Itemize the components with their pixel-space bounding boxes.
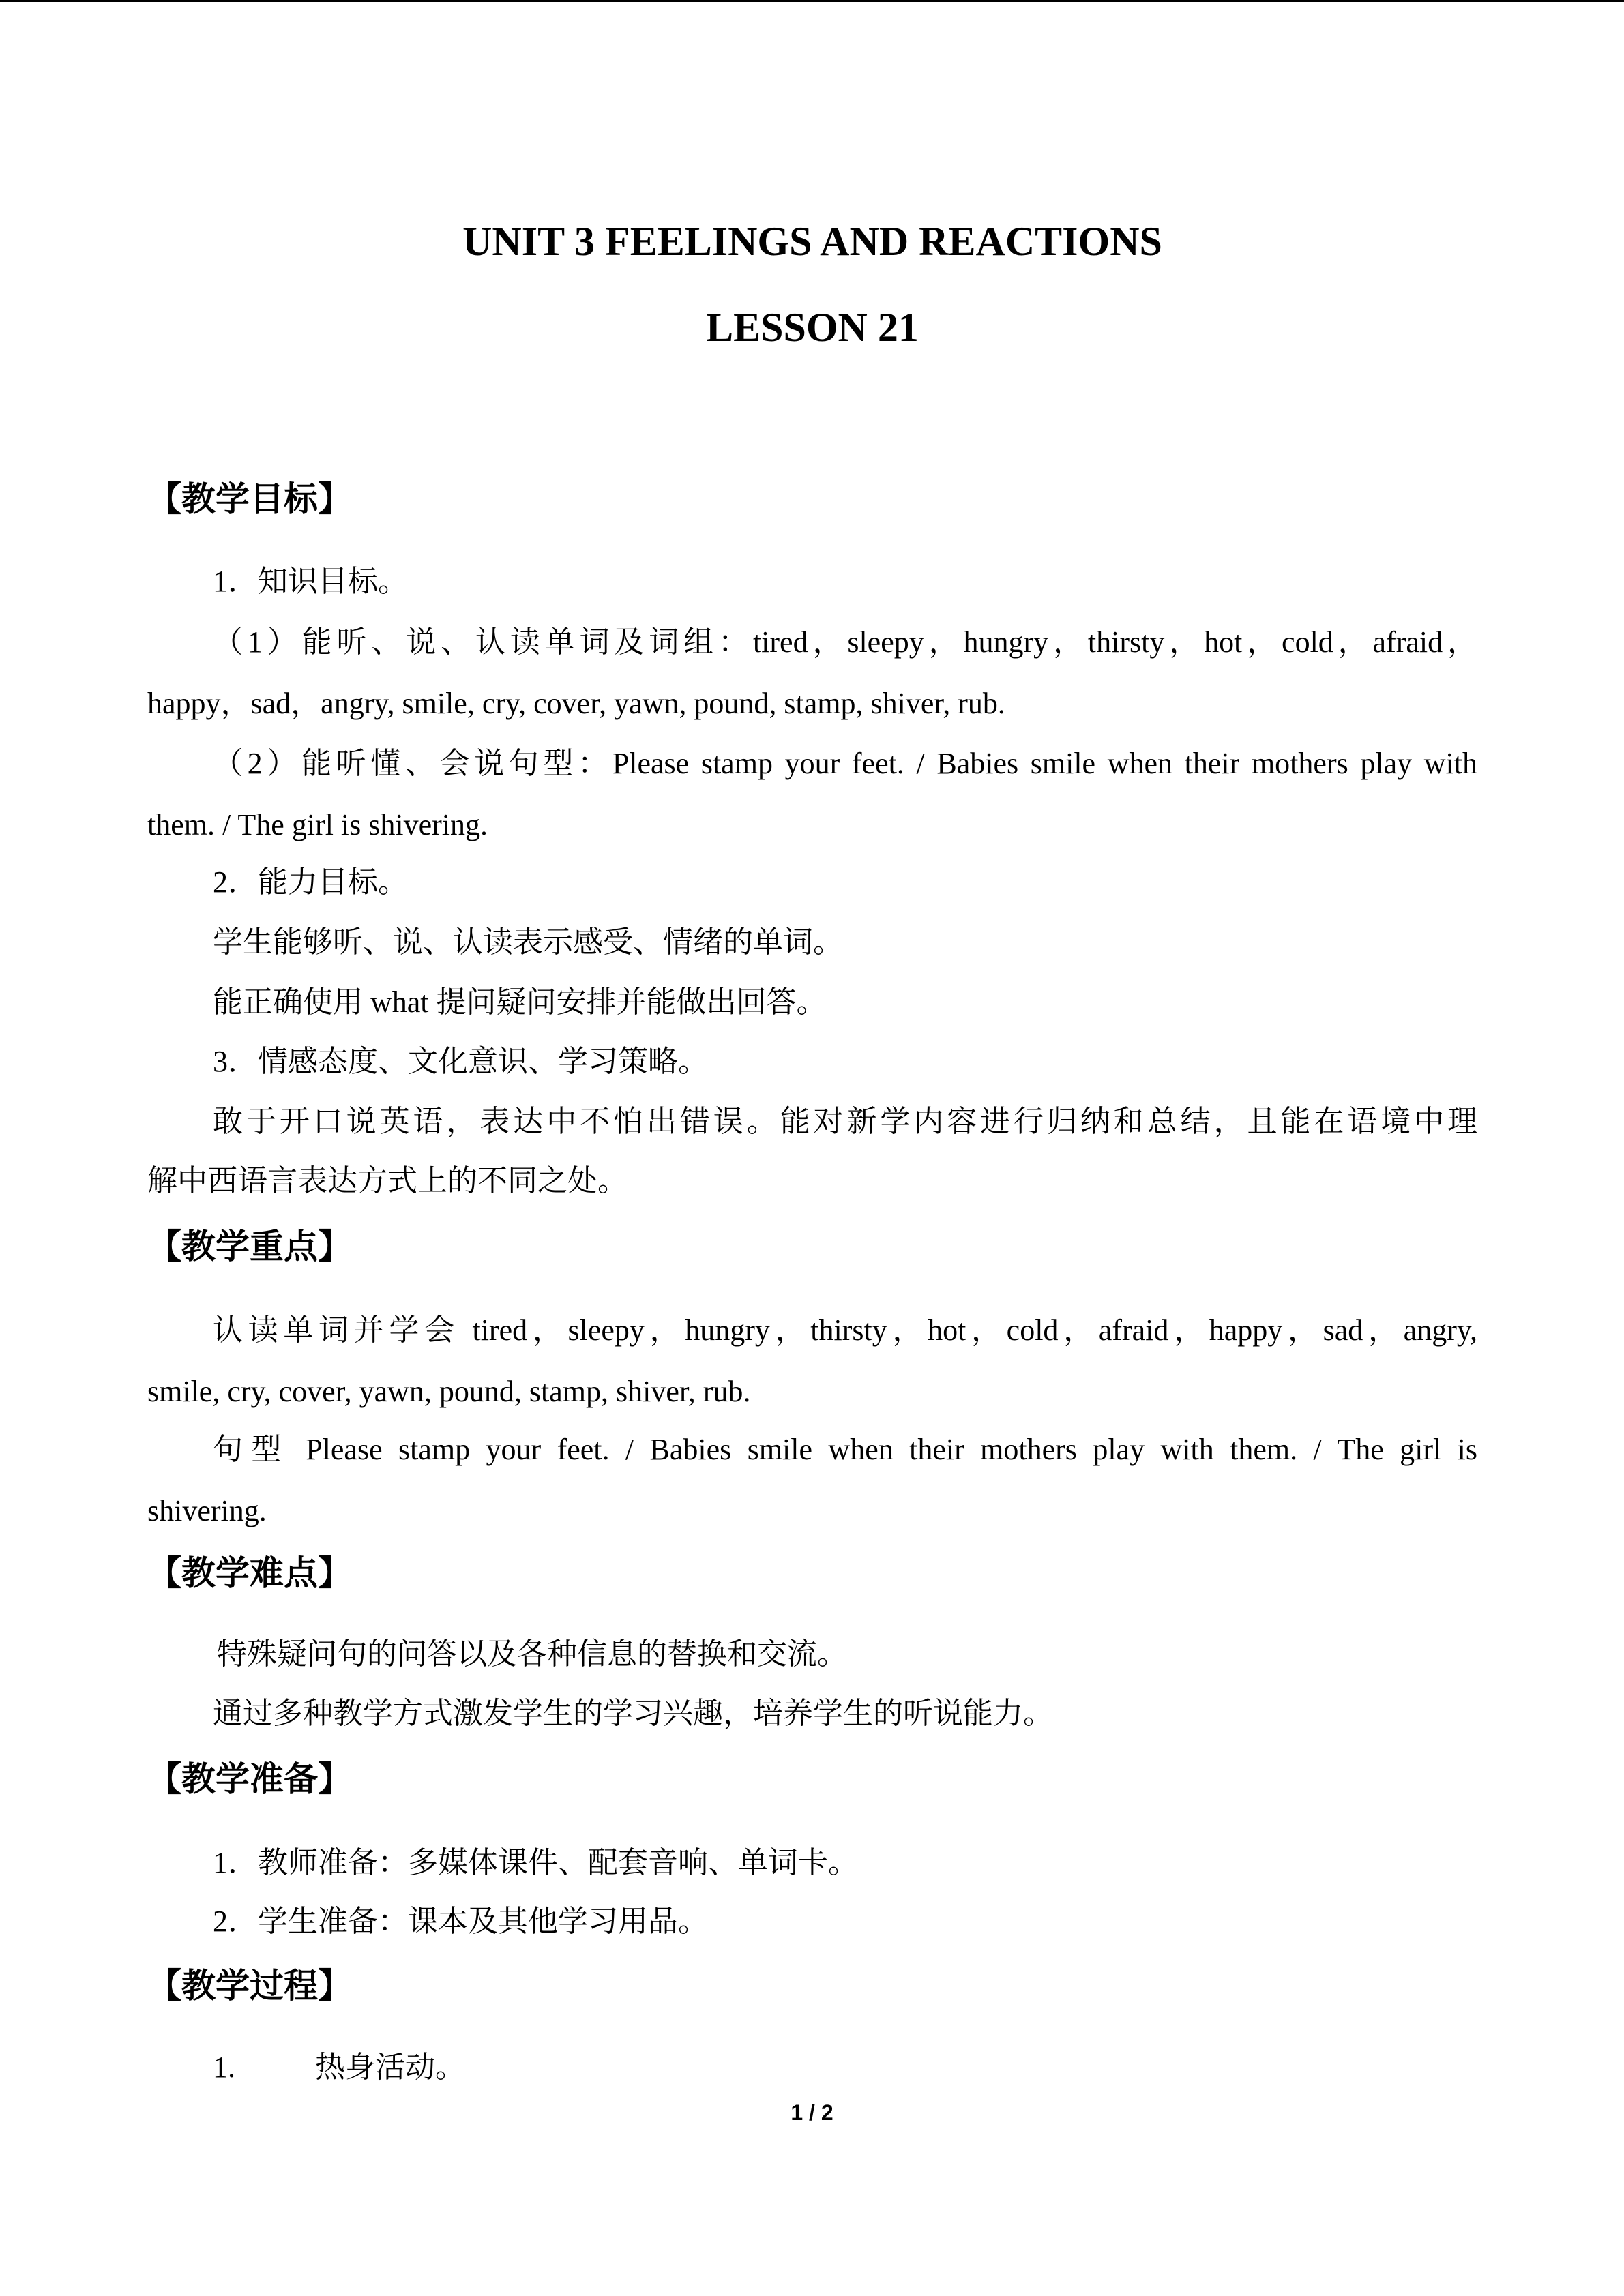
objective-knowledge-words: （1）能听、说、认读单词及词组：tired，sleepy，hungry，thirsty，hot，cold，afraid， — [213, 625, 1477, 659]
objective-ability-line1: 学生能够听、说、认读表示感受、情绪的单词。 — [213, 925, 843, 959]
objective-knowledge-words-cont: happy，sad，angry, smile, cry, cover, yawn, pound, stamp, shiver, rub. — [147, 687, 1005, 720]
process-step-1 — [213, 2047, 465, 2088]
objective-knowledge-sentences: （2）能听懂、会说句型：Please stamp your feet. / Babies smile when their mothers play with — [213, 747, 1477, 780]
key-points-words-cont: smile, cry, cover, yawn, pound, stamp, shiver, rub. — [147, 1375, 751, 1408]
objective-attitude-line1: 敢于开口说英语，表达中不怕出错误。能对新学内容进行归纳和总结，且能在语境中理 — [213, 1105, 1477, 1138]
document-page — [147, 0, 1477, 2296]
key-points-sentences-cont: shivering. — [147, 1494, 267, 1527]
lesson-title: LESSON 21 — [706, 305, 919, 350]
preparation-teacher: 1．教师准备：多媒体课件、配套音响、单词卡。 — [213, 1846, 858, 1879]
key-points-heading: 【教学重点】 — [147, 1227, 352, 1266]
difficulties-heading: 【教学难点】 — [147, 1553, 352, 1593]
objective-attitude-line1-cont: 解中西语言表达方式上的不同之处。 — [147, 1164, 628, 1197]
objectives-heading: 【教学目标】 — [147, 479, 352, 519]
objective-ability-line2: 能正确使用 what 提问疑问安排并能做出回答。 — [213, 985, 827, 1019]
document-title: UNIT 3 FEELINGS AND REACTIONS — [462, 219, 1162, 264]
difficulties-line1: 特殊疑问句的问答以及各种信息的替换和交流。 — [217, 1637, 847, 1671]
objective-knowledge-sentences-cont: them. / The girl is shivering. — [147, 808, 488, 841]
key-points-words: 认读单词并学会 tired，sleepy，hungry，thirsty，hot，cold，afraid，happy，sad，angry, — [213, 1313, 1477, 1347]
objective-attitude: 3．情感态度、文化意识、学习策略。 — [213, 1045, 708, 1078]
preparation-students: 2．学生准备：课本及其他学习用品。 — [213, 1905, 708, 1938]
page-number: 1 / 2 — [791, 2100, 833, 2125]
process-step-1-text: 热身活动。 — [315, 2051, 465, 2084]
process-step-1-number: 1. — [213, 2051, 235, 2084]
process-heading: 【教学过程】 — [147, 1966, 352, 2006]
objective-knowledge: 1．知识目标。 — [213, 565, 408, 598]
objective-ability: 2．能力目标。 — [213, 865, 408, 899]
difficulties-line2: 通过多种教学方式激发学生的学习兴趣，培养学生的听说能力。 — [213, 1697, 1053, 1730]
key-points-sentences: 句型 Please stamp your feet. / Babies smile when their mothers play with them. / The girl is — [213, 1433, 1477, 1466]
preparation-heading: 【教学准备】 — [147, 1759, 352, 1799]
